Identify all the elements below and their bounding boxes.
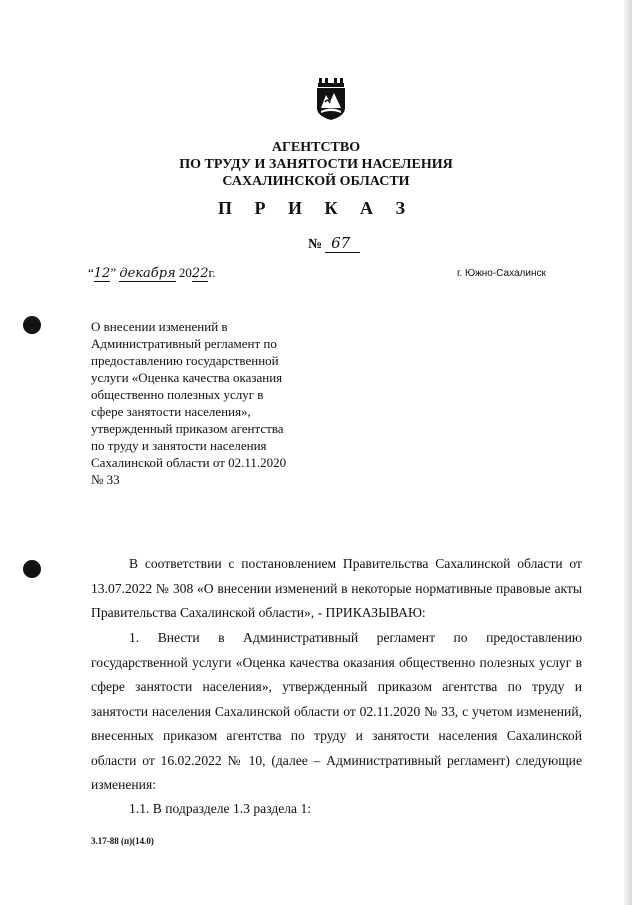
document-type-title: П Р И К А З <box>217 198 415 218</box>
subject-line: по труду и занятости населения <box>91 438 267 453</box>
order-date <box>88 265 216 281</box>
date-year-end: г. <box>208 265 216 280</box>
punch-hole-icon <box>23 560 41 578</box>
subject-line: Сахалинской области от 02.11.2020 <box>91 455 287 470</box>
subject-line: услуги «Оценка качества оказания <box>91 370 283 385</box>
subject-line: Административный регламент по <box>91 336 277 351</box>
date-month: декабря <box>119 266 176 281</box>
number-label: № <box>308 237 323 252</box>
subject-line: утвержденный приказом агентства <box>91 421 284 436</box>
subject-line: О внесении изменений в <box>91 319 228 334</box>
coat-of-arms-icon <box>313 78 349 120</box>
number-value: 67 <box>325 234 360 253</box>
punch-hole-icon <box>23 316 41 334</box>
paragraph-preamble: В соответствии с постановлением Правительства Сахалинской области от 13.07.2022 № 308 «О внесении изменений в некоторые нормативные правовые акты Правительства Сахалинской области», - ПРИКАЗЫВАЮ: <box>91 556 582 620</box>
subject-line: общественно полезных услуг в <box>91 387 264 402</box>
subject-line: сфере занятости населения», <box>91 404 251 419</box>
order-number <box>308 234 360 253</box>
agency-name-line3: САХАЛИНСКОЙ ОБЛАСТИ <box>222 174 410 189</box>
order-subject <box>91 318 316 488</box>
subject-line: предоставлению государственной <box>91 353 279 368</box>
date-open-quote: “ <box>88 265 94 280</box>
date-day: 12 <box>93 266 111 281</box>
agency-name-line2: ПО ТРУДУ И ЗАНЯТОСТИ НАСЕЛЕНИЯ <box>179 157 453 172</box>
date-year-suffix: 22 <box>191 266 209 281</box>
subject-line: № 33 <box>91 472 120 487</box>
date-year-prefix: 20 <box>178 265 192 280</box>
agency-name-line1: АГЕНТСТВО <box>271 140 361 155</box>
paragraph-item-1-1: 1.1. В подразделе 1.3 раздела 1: <box>129 801 312 816</box>
form-code: 3.17-88 (п)(14.0) <box>91 836 154 846</box>
place-of-issue: г. Южно-Сахалинск <box>457 268 546 279</box>
date-close-quote: ” <box>110 265 117 280</box>
scan-edge <box>624 0 632 905</box>
paragraph-item-1: 1. Внести в Административный регламент по предоставлению государственной услуги «Оценка качества оказания общественно полезных услуг в сфере занятости населения», утвержденный приказом агентства по труду и занятости населения Сахалинской области от 02.11.2020 № 33, с учетом изменений, внесенных приказом агентства по труду и занятости населения Сахалинской области от 16.02.2022 № 10, (далее – Административный регламент) следующие изменения: <box>91 630 582 792</box>
